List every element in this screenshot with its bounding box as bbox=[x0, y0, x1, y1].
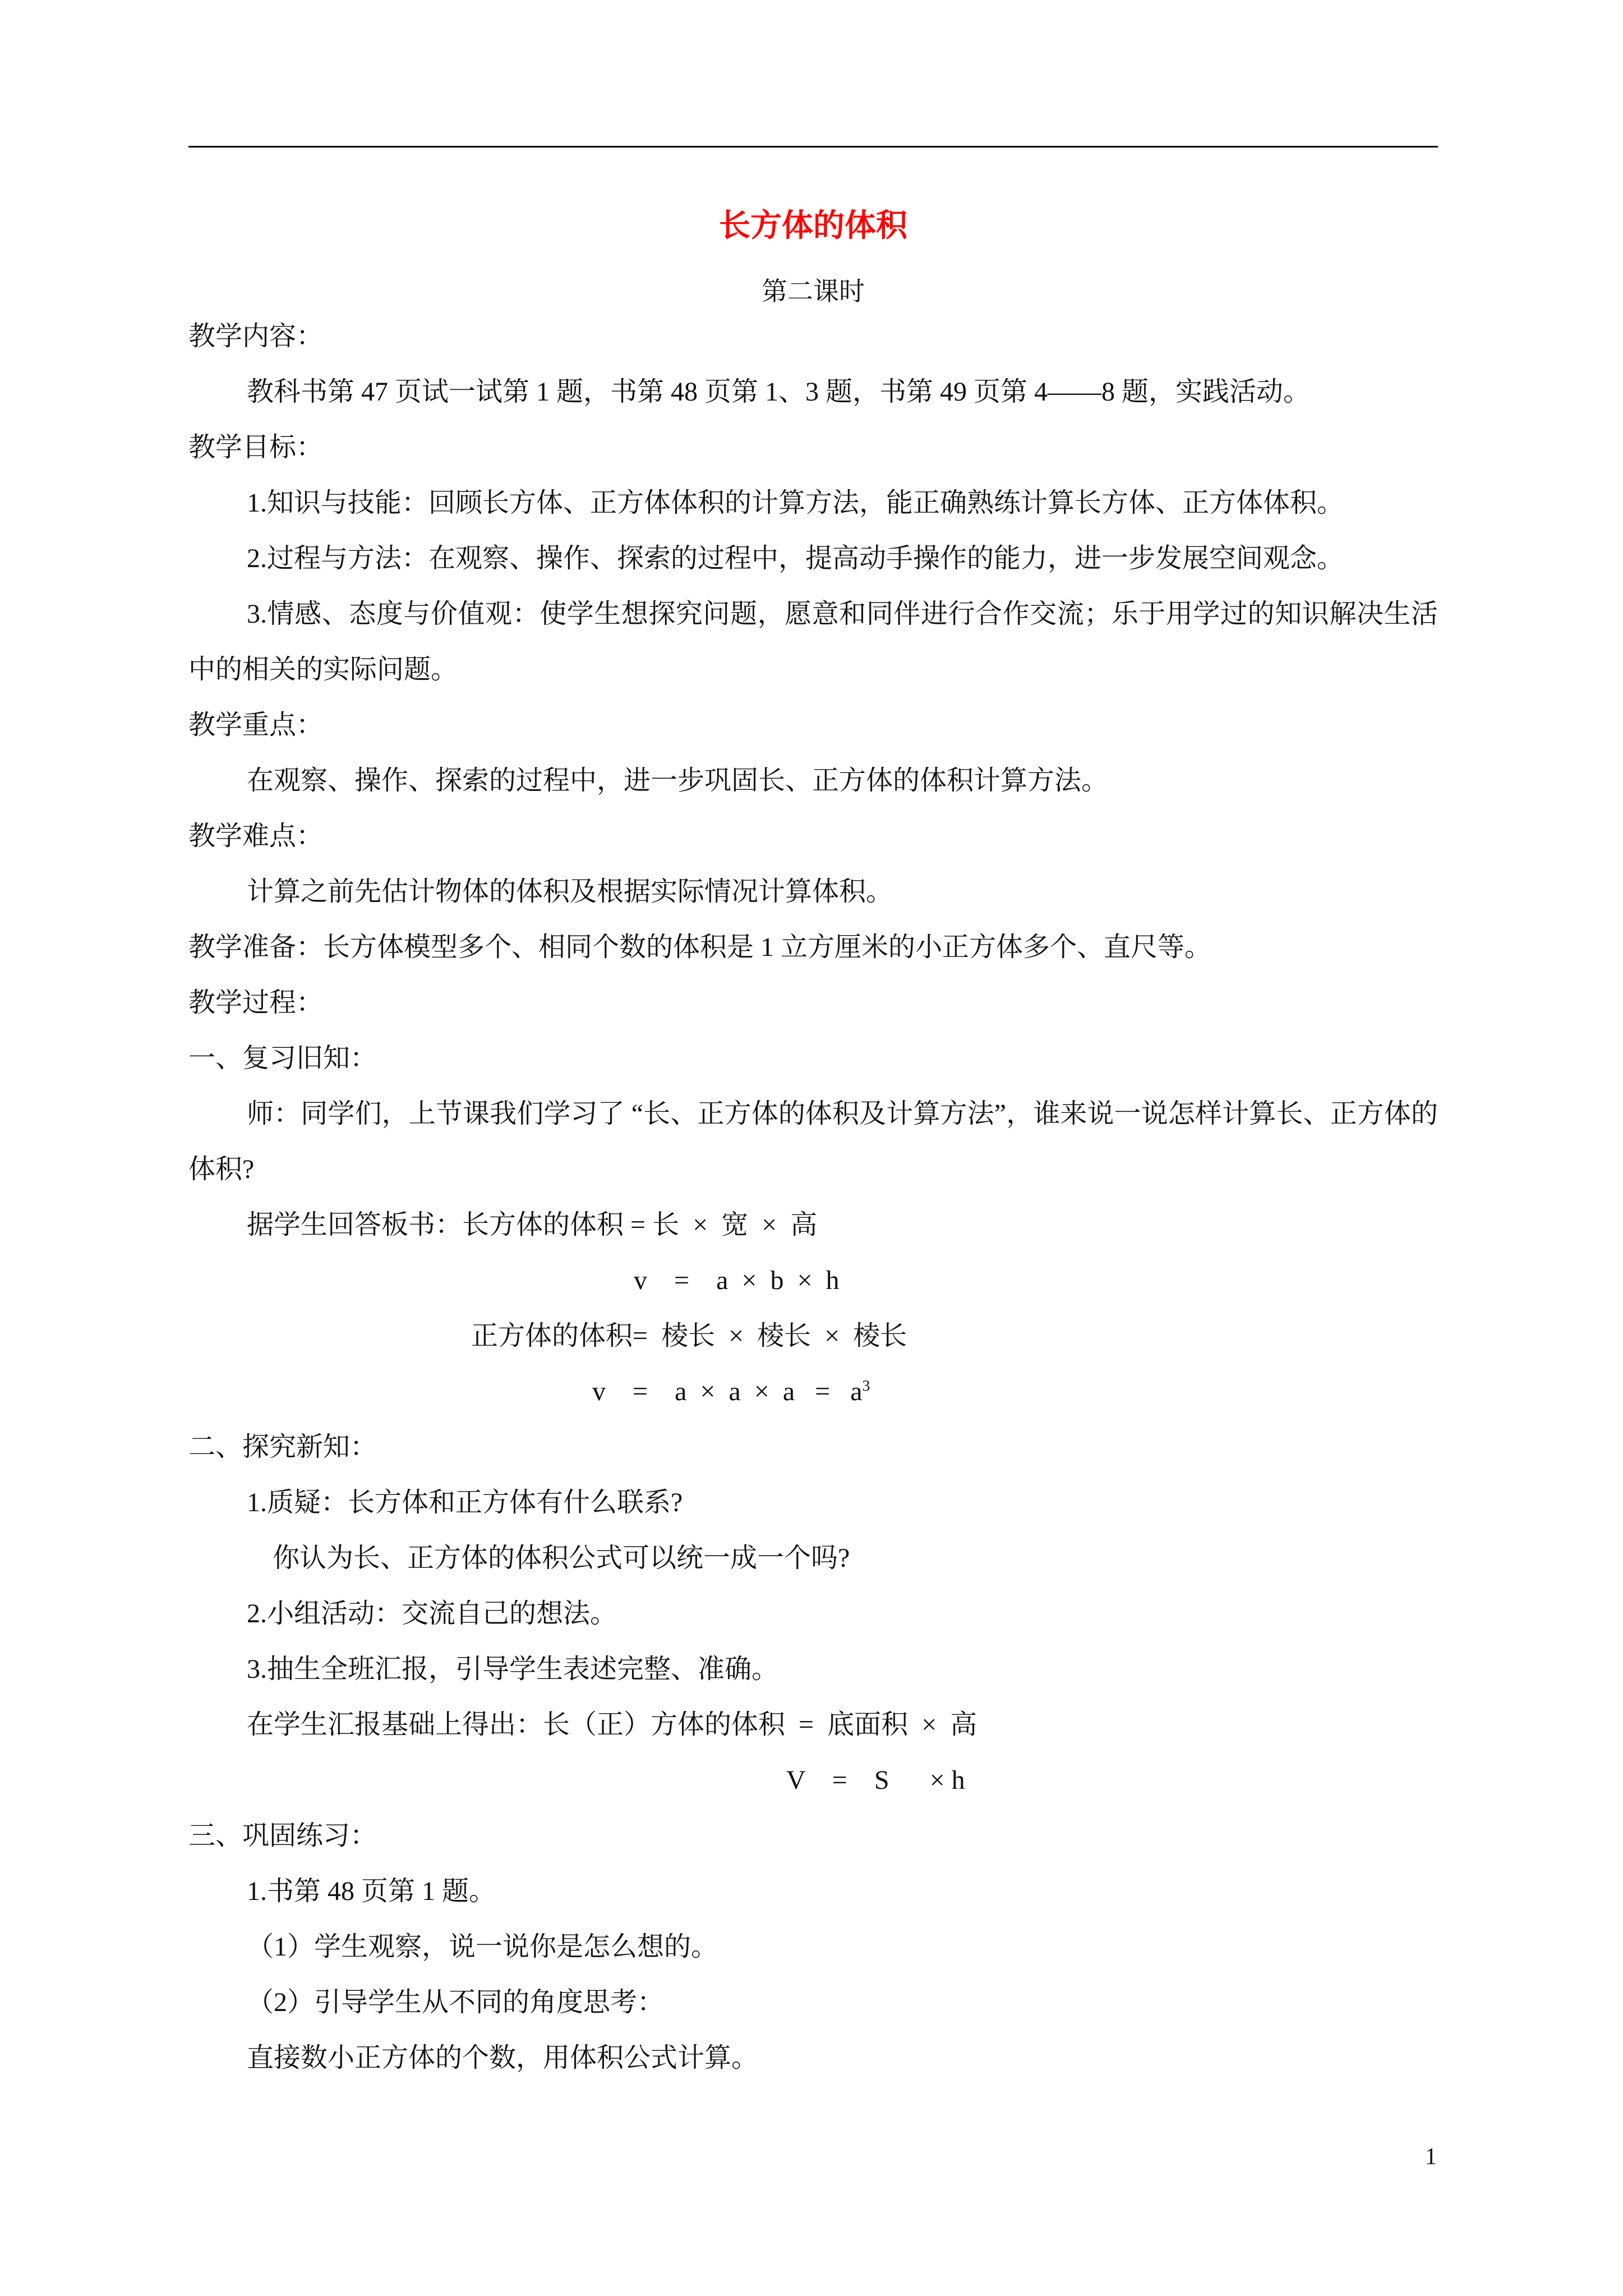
paragraph: 在学生汇报基础上得出：长（正）方体的体积 = 底面积 × 高 bbox=[247, 1710, 978, 1740]
paragraph: 教学重点： bbox=[188, 710, 324, 740]
paragraph: 计算之前先估计物体的体积及根据实际情况计算体积。 bbox=[247, 877, 893, 907]
paragraph: 直接数小正方体的个数，用体积公式计算。 bbox=[247, 2043, 759, 2073]
formula-line: 正方体的体积= 棱长 × 棱长 × 棱长 bbox=[471, 1321, 907, 1351]
paragraph: 教学目标： bbox=[188, 432, 324, 462]
page-subtitle: 第二课时 bbox=[762, 277, 865, 306]
paragraph: 2.过程与方法：在观察、操作、探索的过程中，提高动手操作的能力，进一步发展空间观念。 bbox=[247, 544, 1344, 573]
paragraph: 教学难点： bbox=[188, 821, 324, 851]
paragraph: 一、复习旧知： bbox=[188, 1043, 377, 1073]
paragraph: 3.情感、态度与价值观：使学生想探究问题，愿意和同伴进行合作交流；乐于用学过的知识解决生活中的相关的实际问题。 bbox=[188, 599, 1438, 684]
paragraph: 二、探究新知： bbox=[188, 1432, 377, 1462]
paragraph: 据学生回答板书：长方体的体积 = 长 × 宽 × 高 bbox=[247, 1210, 818, 1240]
paragraph: 你认为长、正方体的体积公式可以统一成一个吗? bbox=[273, 1543, 850, 1573]
paragraph: （2）引导学生从不同的角度思考： bbox=[247, 1987, 665, 2017]
formula-line: V = S × h bbox=[786, 1765, 965, 1795]
paragraph: 在观察、操作、探索的过程中，进一步巩固长、正方体的体积计算方法。 bbox=[247, 766, 1109, 795]
formula-line: v = $a \times a \times a = a^3$ bbox=[592, 1377, 870, 1406]
formula-line: v = a × b × h bbox=[634, 1266, 840, 1295]
paragraph: 师：同学们，上节课我们学习了 “长、正方体的体积及计算方法”，谁来说一说怎样计算长、正方体的体积? bbox=[188, 1099, 1438, 1184]
document-body bbox=[188, 309, 1438, 2086]
paragraph: 3.抽生全班汇报，引导学生表述完整、准确。 bbox=[247, 1654, 779, 1684]
paragraph: 教学过程： bbox=[188, 988, 324, 1018]
page-title: 长方体的体积 bbox=[719, 209, 907, 243]
paragraph: 教学准备：长方体模型多个、相同个数的体积是 1 立方厘米的小正方体多个、直尺等。 bbox=[188, 932, 1212, 962]
superscript: 3 bbox=[862, 1377, 870, 1395]
paragraph: 1.知识与技能：回顾长方体、正方体体积的计算方法，能正确熟练计算长方体、正方体体积。 bbox=[247, 488, 1344, 518]
paragraph: 1.质疑：长方体和正方体有什么联系? bbox=[247, 1488, 683, 1517]
page-number: 1 bbox=[1425, 2144, 1437, 2170]
paragraph: 教科书第 47 页试一试第 1 题，书第 48 页第 1、3 题，书第 49 页第 4——8 题，实践活动。 bbox=[247, 377, 1311, 407]
paragraph: （1）学生观察，说一说你是怎么想的。 bbox=[247, 1932, 718, 1962]
paragraph: 三、巩固练习： bbox=[188, 1821, 377, 1851]
paragraph: 1.书第 48 页第 1 题。 bbox=[247, 1876, 496, 1906]
header-rule bbox=[188, 146, 1438, 148]
paragraph: 2.小组活动：交流自己的想法。 bbox=[247, 1599, 617, 1628]
paragraph: 教学内容： bbox=[188, 321, 324, 351]
